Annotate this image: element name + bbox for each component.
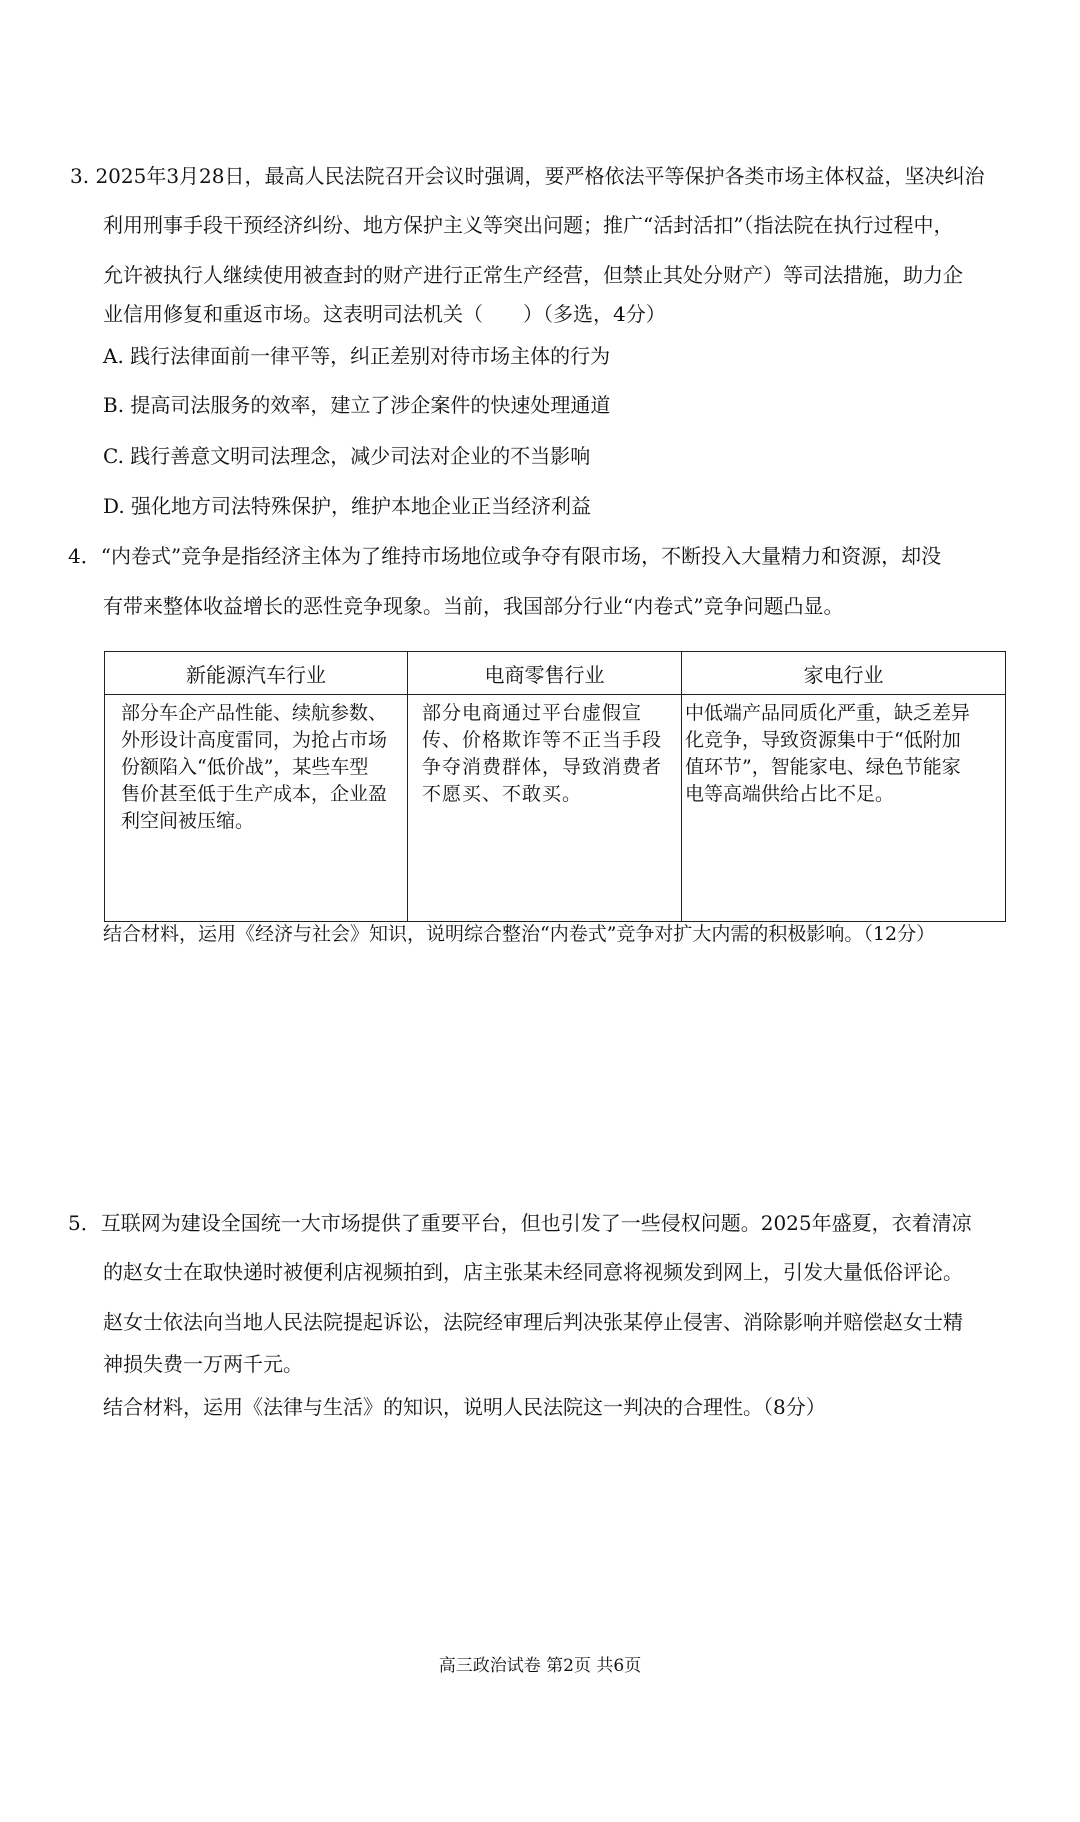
cell-nev-line: 份额陷入“低价战”，某些车型: [121, 756, 369, 778]
q4-stem-line-2: 有带来整体收益增长的恶性竞争现象。当前，我国部分行业“内卷式”竞争问题凸显。: [103, 594, 844, 618]
q5-question: 结合材料，运用《法律与生活》的知识，说明人民法院这一判决的合理性。（8分）: [103, 1395, 826, 1419]
q3-stem-line-3: 允许被执行人继续使用被查封的财产进行正常生产经营，但禁止其处分财产）等司法措施，助力企: [103, 263, 963, 287]
q4-question: 结合材料，运用《经济与社会》知识，说明综合整治“内卷式”竞争对扩大内需的积极影响。（12分）: [103, 923, 936, 945]
cell-ecommerce: [408, 695, 682, 922]
q3-stem-line-1: 3. 2025年3月28日，最高人民法院召开会议时强调，要严格依法平等保护各类市场主体权益，坚决纠治: [70, 164, 985, 188]
q3-stem-line-4: 业信用修复和重返市场。这表明司法机关（ ）（多选，4分）: [103, 302, 666, 326]
q3-option-d: D. 强化地方司法特殊保护，维护本地企业正当经济利益: [103, 494, 592, 518]
cell-appliance-line: 值环节”，智能家电、绿色节能家: [685, 756, 961, 778]
cell-appliance-line: 化竞争，导致资源集中于“低附加: [685, 729, 961, 751]
cell-ecommerce-line: 不愿买、不敢买。: [422, 783, 583, 805]
header-appliance-industry: 家电行业: [682, 652, 1006, 695]
q3-option-c: C. 践行善意文明司法理念，减少司法对企业的不当影响: [103, 444, 591, 468]
header-ecommerce-industry: 电商零售行业: [408, 652, 682, 695]
cell-nev-line: 外形设计高度雷同，为抢占市场: [121, 729, 388, 751]
cell-appliance-line: 中低端产品同质化严重，缺乏差异: [685, 702, 971, 724]
industry-material-table: [104, 651, 1006, 922]
cell-nev-line: 售价甚至低于生产成本，企业盈: [121, 783, 388, 805]
q3-option-a: A. 践行法律面前一律平等，纠正差别对待市场主体的行为: [103, 344, 611, 368]
q5-stem-line-4: 神损失费一万两千元。: [103, 1352, 303, 1376]
q5-stem-line-3: 赵女士依法向当地人民法院提起诉讼，法院经审理后判决张某停止侵害、消除影响并赔偿赵女士精: [103, 1310, 963, 1334]
q5-stem-line-2: 的赵女士在取快递时被便利店视频拍到，店主张某未经同意将视频发到网上，引发大量低俗评论。: [103, 1260, 963, 1284]
cell-ecommerce-line: 部分电商通过平台虚假宣: [422, 702, 643, 724]
cell-nev: [105, 695, 408, 922]
cell-nev-line: 利空间被压缩。: [121, 810, 255, 832]
q3-option-b: B. 提高司法服务的效率，建立了涉企案件的快速处理通道: [103, 393, 611, 417]
q4-stem-line-1: 4．“内卷式”竞争是指经济主体为了维持市场地位或争夺有限市场，不断投入大量精力和资源，却没: [68, 544, 942, 568]
table-header-row: [105, 652, 1006, 695]
q5-stem-line-1: 5．互联网为建设全国统一大市场提供了重要平台，但也引发了一些侵权问题。2025年盛夏，衣着清凉: [68, 1211, 972, 1235]
cell-nev-line: 部分车企产品性能、续航参数、: [121, 702, 388, 724]
cell-appliance: [682, 695, 1006, 922]
table-row: [105, 695, 1006, 922]
cell-appliance-line: 电等高端供给占比不足。: [685, 783, 895, 805]
header-nev-industry: 新能源汽车行业: [105, 652, 408, 695]
page-footer: 高三政治试卷 第2页 共6页: [438, 1656, 642, 1676]
cell-ecommerce-line: 传、价格欺诈等不正当手段: [422, 729, 663, 751]
q3-stem-line-2: 利用刑事手段干预经济纠纷、地方保护主义等突出问题；推广“活封活扣”（指法院在执行过程中，: [103, 213, 954, 237]
cell-ecommerce-line: 争夺消费群体，导致消费者: [422, 756, 663, 778]
